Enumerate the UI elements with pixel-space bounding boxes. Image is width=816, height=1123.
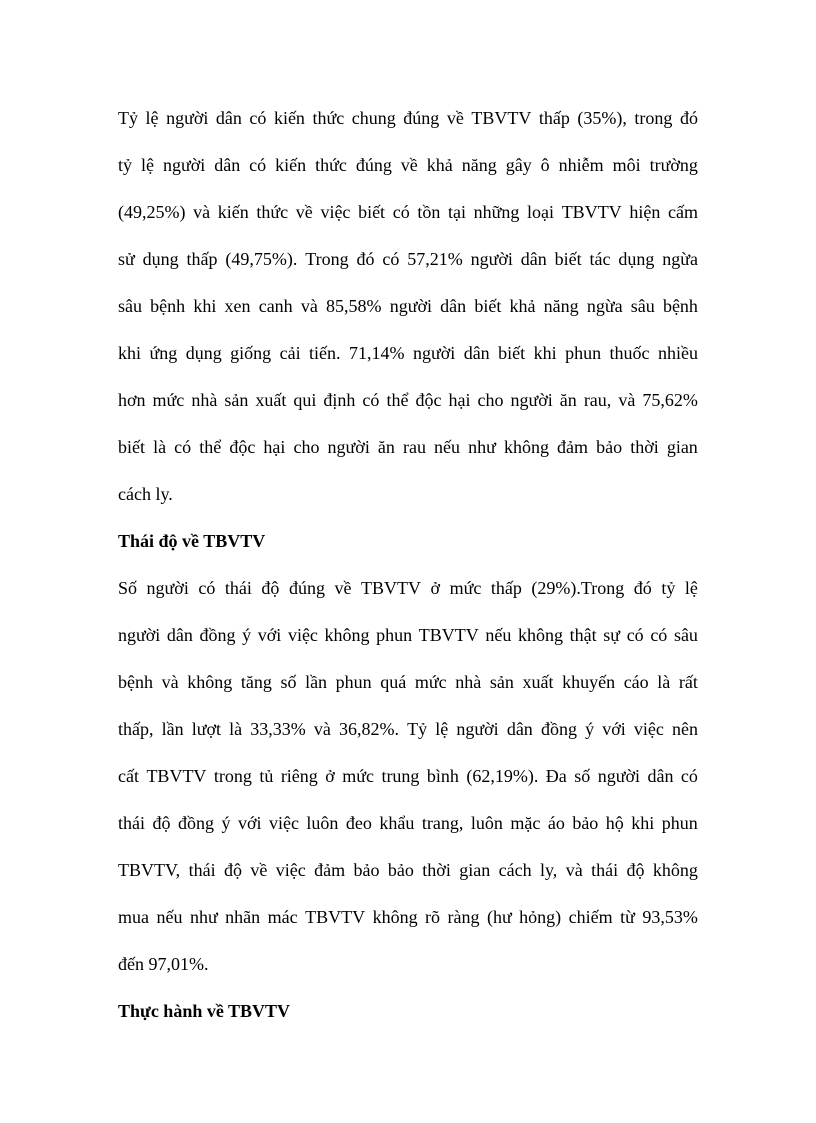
word: người <box>470 249 513 269</box>
word: quá <box>380 672 407 692</box>
document-page <box>118 95 698 1035</box>
word: và <box>161 672 179 692</box>
word: thời <box>630 437 659 457</box>
word: như <box>189 907 218 927</box>
word: khả <box>426 155 453 175</box>
word: mức <box>414 672 447 692</box>
word: việc <box>287 625 318 645</box>
text-line <box>118 612 698 659</box>
word: Tỷ <box>118 108 138 128</box>
word: (35%), <box>577 108 627 128</box>
word: là <box>229 719 243 739</box>
text-line <box>118 189 698 236</box>
word: cho <box>477 390 504 410</box>
word: thể <box>199 437 222 457</box>
text-line <box>118 800 698 847</box>
text-line <box>118 753 698 800</box>
word: ở <box>325 766 335 786</box>
word: và <box>565 860 583 880</box>
paragraph-attitude <box>118 565 698 988</box>
word: dân <box>214 155 241 175</box>
word: tỷ <box>661 578 676 598</box>
word: gây <box>505 155 532 175</box>
word: lệ <box>435 719 449 739</box>
word: giống <box>230 343 272 363</box>
word: thật <box>569 625 597 645</box>
word: ô <box>540 155 550 175</box>
word: (29%).Trong <box>531 578 625 598</box>
word: phun <box>376 625 413 645</box>
word: dụng <box>618 249 655 269</box>
text-line: đến 97,01%. <box>118 954 209 974</box>
word: lệ <box>684 578 698 598</box>
text-line <box>118 706 698 753</box>
word: việc <box>320 202 351 222</box>
word: nếu <box>156 907 183 927</box>
word: lượt <box>191 719 222 739</box>
text-line <box>118 236 698 283</box>
word: thức <box>256 202 289 222</box>
word: có <box>650 625 668 645</box>
word: bệnh <box>118 672 153 692</box>
text-line <box>118 142 698 189</box>
word: người <box>118 625 161 645</box>
word: Số <box>118 578 138 598</box>
word: biết <box>554 249 582 269</box>
word: sâu <box>673 625 698 645</box>
word: người <box>597 766 640 786</box>
word: là <box>657 672 671 692</box>
word: TBVTV <box>418 625 479 645</box>
word: cất <box>118 766 139 786</box>
word: năng <box>461 155 497 175</box>
word: lệ <box>145 108 159 128</box>
word: người <box>146 578 189 598</box>
word: phun <box>661 813 698 833</box>
word: có <box>626 625 644 645</box>
word: về <box>334 578 352 598</box>
word: hỏng) <box>519 907 562 927</box>
word: Tỷ <box>407 719 428 739</box>
text-line <box>118 847 698 894</box>
word: trong <box>213 766 252 786</box>
text-line <box>118 377 698 424</box>
word: (49,25%) <box>118 202 186 222</box>
word: đó <box>679 108 698 128</box>
word: khi <box>118 343 142 363</box>
word: đồng <box>540 719 577 739</box>
word: đồng <box>177 813 214 833</box>
word: không <box>652 860 698 880</box>
word: hiện <box>629 202 661 222</box>
word: ứng <box>149 343 178 363</box>
word: nên <box>671 719 698 739</box>
word: hại <box>263 437 286 457</box>
paragraph-knowledge <box>118 95 698 518</box>
word: người <box>510 390 553 410</box>
word: thái <box>188 860 216 880</box>
word: độ <box>223 860 242 880</box>
word: độ <box>261 578 280 598</box>
word: người <box>389 296 432 316</box>
word: chung <box>351 108 396 128</box>
word: rõ <box>425 907 441 927</box>
word: lần <box>305 672 328 692</box>
word: và <box>313 719 331 739</box>
word: và <box>300 296 318 316</box>
word: 33,33% <box>250 719 306 739</box>
word: sự <box>603 625 621 645</box>
word: bệnh <box>150 296 186 316</box>
word: qui <box>293 390 317 410</box>
word: có <box>198 578 216 598</box>
word: biết <box>474 296 502 316</box>
word: bảo <box>387 860 414 880</box>
word: từ <box>620 907 635 927</box>
text-line <box>118 283 698 330</box>
word: dân <box>520 249 547 269</box>
word: có <box>249 155 267 175</box>
word: ăn <box>559 390 577 410</box>
word: thấp, <box>118 719 154 739</box>
word: cho <box>293 437 320 457</box>
word: ngừa <box>662 249 698 269</box>
word: biết <box>358 202 386 222</box>
word: thái <box>224 578 252 598</box>
word: dân <box>166 625 193 645</box>
word: hộ <box>605 813 624 833</box>
word: số <box>574 766 591 786</box>
word: dân <box>506 719 533 739</box>
text-line <box>118 894 698 941</box>
word: mua <box>118 907 149 927</box>
word: ý <box>221 813 231 833</box>
word: thấp <box>186 249 218 269</box>
word: việc <box>275 860 306 880</box>
word: dụng <box>185 343 222 363</box>
word: phun <box>565 343 602 363</box>
word: tại <box>448 202 466 222</box>
word: khẩu <box>379 813 415 833</box>
word: TBVTV <box>146 766 207 786</box>
word: đồng <box>199 625 236 645</box>
word: 71,14% <box>349 343 405 363</box>
word: TBVTV <box>361 578 422 598</box>
word: sản <box>489 672 514 692</box>
word: về <box>250 860 268 880</box>
word: việc <box>633 719 664 739</box>
word: tiến. <box>309 343 341 363</box>
word: nhà <box>191 390 218 410</box>
word: có <box>382 249 400 269</box>
word: số <box>280 672 297 692</box>
word: khuyến <box>562 672 616 692</box>
word: ăn <box>377 437 395 457</box>
word: khả <box>509 296 536 316</box>
word: tác <box>589 249 611 269</box>
word: những <box>473 202 520 222</box>
section-heading-practice: Thực hành về TBVTV <box>118 1001 291 1021</box>
word: xuất <box>255 390 287 410</box>
word: mức <box>342 766 374 786</box>
text-line <box>118 424 698 471</box>
word: độ <box>626 860 645 880</box>
word: thái <box>118 813 145 833</box>
word: tỷ <box>118 155 133 175</box>
word: xuất <box>522 672 554 692</box>
word: cấm <box>667 202 698 222</box>
word: đeo <box>345 813 372 833</box>
word: nhiều <box>657 343 698 363</box>
word: và <box>618 390 636 410</box>
word: dân <box>463 343 490 363</box>
word: dân <box>215 108 242 128</box>
word: nếu <box>434 437 461 457</box>
word: tủ <box>259 766 274 786</box>
word: bảo <box>596 437 623 457</box>
word: loại <box>527 202 555 222</box>
word: TBVTV, <box>118 860 181 880</box>
word: với <box>257 625 282 645</box>
word: Đa <box>545 766 567 786</box>
section-heading-attitude: Thái độ về TBVTV <box>118 531 266 551</box>
word: có <box>392 202 410 222</box>
word: trường <box>649 155 698 175</box>
word: canh <box>258 296 293 316</box>
word: sâu <box>630 296 655 316</box>
word: thấp <box>538 108 570 128</box>
word: TBVTV <box>305 907 366 927</box>
word: TBVTV <box>471 108 532 128</box>
word: thức <box>312 108 345 128</box>
word: không <box>324 625 370 645</box>
word: riêng <box>280 766 318 786</box>
word: nhãn <box>225 907 261 927</box>
word: là <box>153 437 167 457</box>
word: người <box>162 155 206 175</box>
word: cách <box>498 860 532 880</box>
text-line: cách ly. <box>118 484 173 504</box>
word: người <box>456 719 499 739</box>
word: ở <box>430 578 441 598</box>
word: người <box>327 437 370 457</box>
word: thể <box>386 390 409 410</box>
word: khi <box>193 296 217 316</box>
word: không <box>518 625 564 645</box>
word: 93,53% <box>642 907 698 927</box>
word: mức <box>449 578 482 598</box>
word: độc <box>229 437 256 457</box>
word: ý <box>585 719 595 739</box>
word: về <box>295 202 313 222</box>
word: thái <box>591 860 619 880</box>
word: lệ <box>140 155 154 175</box>
word: ly, <box>539 860 558 880</box>
word: áo <box>547 813 565 833</box>
word: trang, <box>421 813 464 833</box>
word: gian <box>666 437 698 457</box>
word: 36,82%. <box>339 719 400 739</box>
word: tồn <box>417 202 441 222</box>
word: đúng <box>288 578 325 598</box>
word: đúng <box>403 108 440 128</box>
word: có <box>174 437 192 457</box>
word: dân <box>440 296 467 316</box>
word: (49,75%). <box>225 249 298 269</box>
word: dân <box>647 766 674 786</box>
text-line <box>118 95 698 142</box>
word: cáo <box>623 672 649 692</box>
word: 85,58% <box>326 296 382 316</box>
word: luôn <box>306 813 339 833</box>
word: TBVTV <box>561 202 622 222</box>
word: cải <box>279 343 301 363</box>
word: đó <box>633 578 652 598</box>
word: biết <box>498 343 526 363</box>
word: hại <box>448 390 471 410</box>
word: mác <box>267 907 298 927</box>
word: rau <box>402 437 426 457</box>
word: ngừa <box>586 296 623 316</box>
word: nhiễm <box>558 155 604 175</box>
word: môi <box>612 155 641 175</box>
word: sâu <box>118 296 142 316</box>
word: khi <box>533 343 557 363</box>
word: thuốc <box>609 343 650 363</box>
word: việc <box>268 813 299 833</box>
word: xen <box>224 296 251 316</box>
word: bệnh <box>662 296 698 316</box>
word: có <box>362 390 380 410</box>
word: năng <box>543 296 579 316</box>
word: mức <box>152 390 185 410</box>
word: (62,19%). <box>466 766 539 786</box>
word: thời <box>422 860 451 880</box>
word: thức <box>315 155 347 175</box>
word: không <box>503 437 549 457</box>
word: bình <box>426 766 459 786</box>
word: khi <box>631 813 655 833</box>
word: có <box>680 766 698 786</box>
word: lần <box>161 719 184 739</box>
word: kiến <box>273 108 305 128</box>
word: nếu <box>485 625 512 645</box>
word: định <box>323 390 356 410</box>
word: thấp <box>490 578 522 598</box>
word: trong <box>634 108 673 128</box>
word: độc <box>415 390 442 410</box>
word: về <box>446 108 464 128</box>
word: sử <box>118 249 135 269</box>
word: ý <box>242 625 252 645</box>
word: mặc <box>510 813 541 833</box>
word: phun <box>335 672 372 692</box>
word: có <box>249 108 267 128</box>
word: người <box>166 108 209 128</box>
word: biết <box>118 437 145 457</box>
word: đảm <box>557 437 589 457</box>
text-line <box>118 659 698 706</box>
word: sản <box>224 390 249 410</box>
word: chiếm <box>568 907 613 927</box>
word: độ <box>152 813 171 833</box>
word: về <box>400 155 418 175</box>
word: tăng <box>240 672 272 692</box>
word: 75,62% <box>642 390 698 410</box>
word: hơn <box>118 390 146 410</box>
word: ràng <box>447 907 480 927</box>
word: không <box>187 672 233 692</box>
word: với <box>602 719 626 739</box>
word: dụng <box>142 249 179 269</box>
word: nhà <box>455 672 482 692</box>
word: 57,21% <box>407 249 463 269</box>
word: không <box>372 907 418 927</box>
word: (hư <box>486 907 512 927</box>
word: kiến <box>217 202 249 222</box>
word: bảo <box>572 813 599 833</box>
word: như <box>468 437 496 457</box>
text-line <box>118 565 698 612</box>
word: đúng <box>355 155 392 175</box>
text-line <box>118 330 698 377</box>
word: kiến <box>275 155 307 175</box>
word: gian <box>459 860 491 880</box>
word: Trong <box>305 249 349 269</box>
word: bảo <box>353 860 380 880</box>
word: luôn <box>470 813 503 833</box>
word: rau, <box>583 390 612 410</box>
word: và <box>193 202 211 222</box>
word: với <box>237 813 262 833</box>
word: trung <box>381 766 420 786</box>
word: rất <box>678 672 698 692</box>
word: đảm <box>314 860 346 880</box>
word: đó <box>356 249 375 269</box>
word: người <box>412 343 456 363</box>
